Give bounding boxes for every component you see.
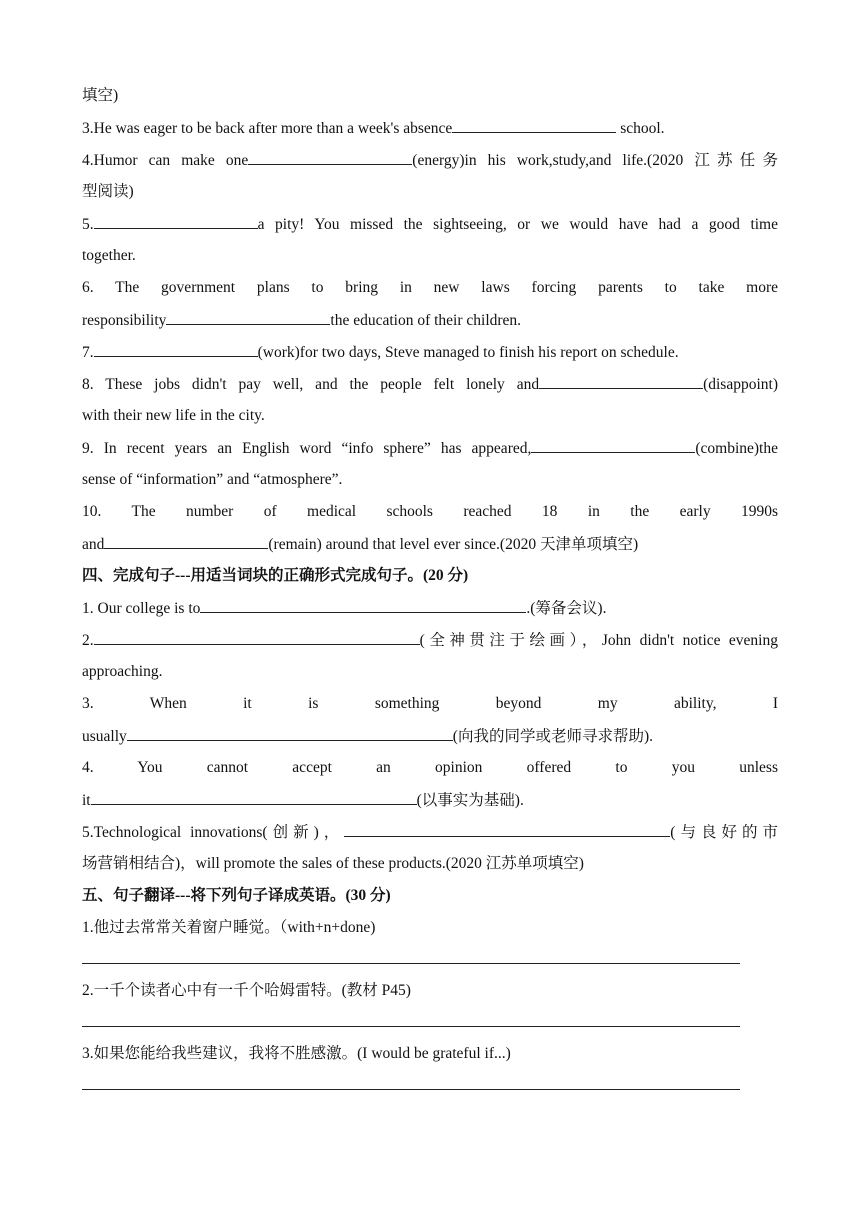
exercise-5-cont: together.: [82, 247, 136, 264]
answer-rule: [82, 1089, 740, 1090]
answer-blank[interactable]: [127, 726, 453, 741]
answer-blank[interactable]: [166, 310, 330, 325]
exercise-8: 8. These jobs didn't pay well, and the people felt lonely and (disappoint): [82, 376, 778, 393]
answer-blank[interactable]: [104, 534, 268, 549]
translation-3: 3.如果您能给我些建议，我将不胜感激。(I would be grateful if...): [82, 1045, 511, 1062]
answer-blank[interactable]: [94, 214, 258, 229]
section-heading-5: 五、句子翻译---将下列句子译成英语。(30 分): [82, 887, 391, 904]
answer-blank[interactable]: [452, 118, 616, 133]
exercise-10: 10. The number of medical schools reached 18 in the early 1990s: [82, 503, 778, 520]
answer-blank[interactable]: [539, 374, 703, 389]
answer-blank[interactable]: [91, 790, 417, 805]
section-heading-4: 四、完成句子---用适当词块的正确形式完成句子。(20 分): [82, 567, 469, 584]
exercise-5: 5. a pity! You missed the sightseeing, or we would have had a good time: [82, 216, 778, 233]
translation-1-answer-line[interactable]: [82, 950, 778, 981]
worksheet-page: [82, 86, 778, 1107]
answer-rule: [82, 1026, 740, 1027]
answer-blank[interactable]: [248, 150, 412, 165]
answer-blank[interactable]: [94, 630, 420, 645]
translation-3-answer-line[interactable]: [82, 1076, 778, 1107]
answer-blank[interactable]: [344, 822, 670, 837]
exercise-4-cont: 型阅读): [82, 183, 134, 200]
answer-blank[interactable]: [94, 342, 258, 357]
completion-5: 5.Technological innovations(创新)， (与良好的市: [82, 824, 778, 841]
answer-blank[interactable]: [200, 598, 526, 613]
exercise-3: 3.He was eager to be back after more than a week's absence school.: [82, 120, 665, 137]
completion-5-cont: 场营销相结合)，will promote the sales of these products.(2020 江苏单项填空): [82, 855, 584, 872]
line-continuation: 填空): [82, 87, 119, 104]
completion-4-cont: it (以事实为基础).: [82, 792, 524, 809]
completion-3-cont: usually (向我的同学或老师寻求帮助).: [82, 728, 653, 745]
exercise-9: 9. In recent years an English word “info sphere” has appeared, (combine)the: [82, 440, 778, 457]
exercise-4: 4.Humor can make one (energy)in his work,study,and life.(2020 江苏任务: [82, 152, 778, 169]
completion-2-cont: approaching.: [82, 663, 163, 680]
exercise-10-cont: and (remain) around that level ever since.(2020 天津单项填空): [82, 536, 639, 553]
translation-2: 2.一千个读者心中有一千个哈姆雷特。(教材 P45): [82, 982, 411, 999]
exercise-6: 6. The government plans to bring in new laws forcing parents to take more: [82, 279, 778, 296]
exercise-8-cont: with their new life in the city.: [82, 407, 265, 424]
translation-2-answer-line[interactable]: [82, 1013, 778, 1044]
answer-blank[interactable]: [531, 438, 695, 453]
completion-2: 2. (全神贯注于绘画），John didn't notice evening: [82, 632, 778, 649]
translation-1: 1.他过去常常关着窗户睡觉。（with+n+done): [82, 919, 376, 936]
exercise-9-cont: sense of “information” and “atmosphere”.: [82, 471, 343, 488]
exercise-7: 7. (work)for two days, Steve managed to finish his report on schedule.: [82, 344, 679, 361]
completion-1: 1. Our college is to .(筹备会议).: [82, 600, 607, 617]
exercise-6-cont: responsibility the education of their children.: [82, 312, 522, 329]
completion-4: 4. You cannot accept an opinion offered to you unless: [82, 759, 778, 776]
answer-rule: [82, 963, 740, 964]
completion-3: 3. When it is something beyond my ability, I: [82, 695, 778, 712]
